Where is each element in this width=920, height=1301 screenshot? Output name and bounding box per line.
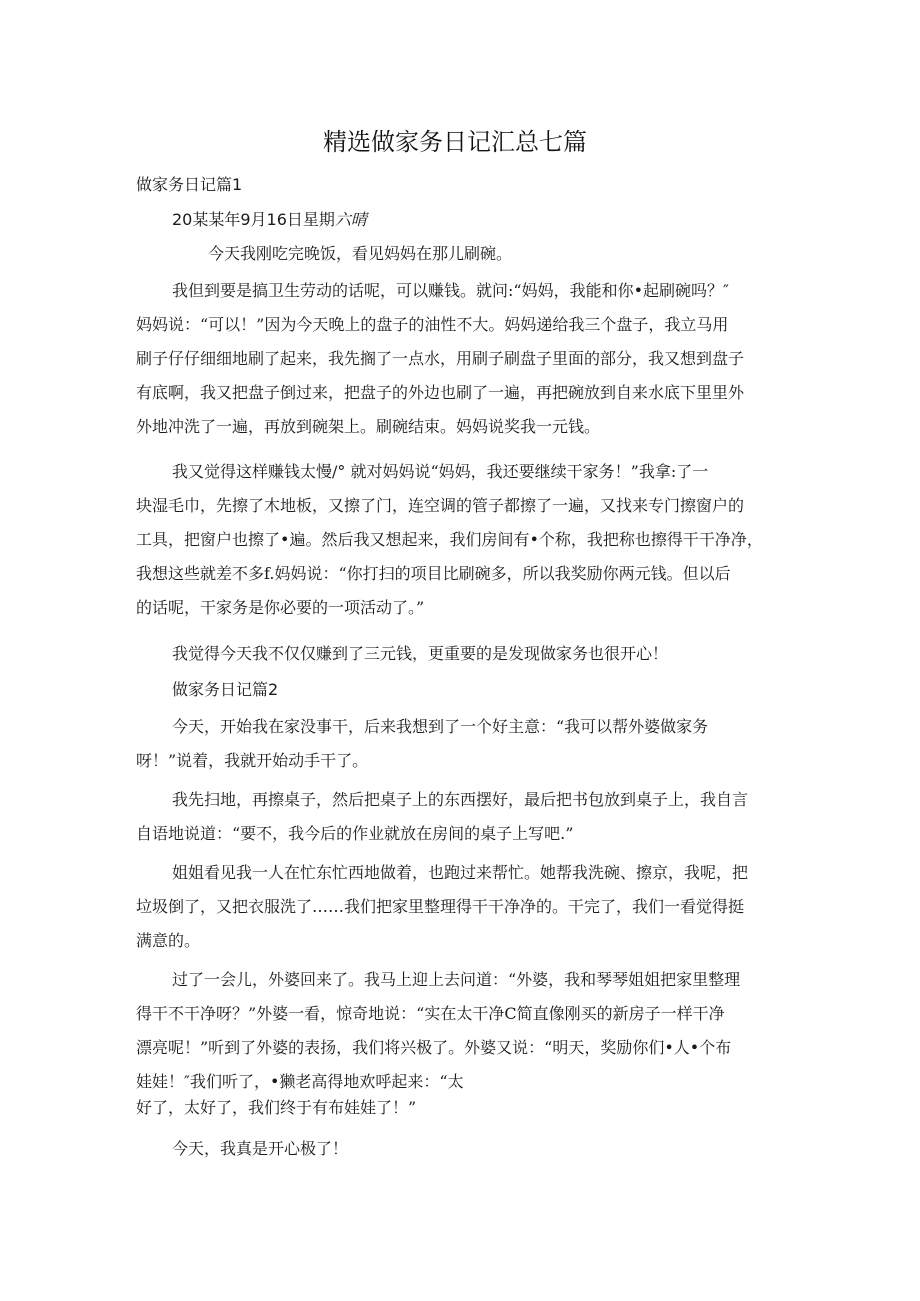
text-line: 娃娃！″我们听了，•獭老高得地欢呼起来：“太: [136, 1072, 464, 1091]
text-line: 今天，开始我在家没事干，后来我想到了一个好主意：“我可以帮外婆做家务: [172, 717, 709, 736]
section2-heading: 做家务日记篇2: [172, 680, 279, 699]
text-line: 得干不干净呀？”外婆一看，惊奇地说：“实在太干净C简直像刚买的新房子一样干净: [136, 1004, 725, 1023]
text-line: 垃圾倒了，又把衣服洗了……我们把家里整理得干干净净的。干完了，我们一看觉得挺: [136, 897, 745, 916]
diary-date: 20某某年9月16日星期: [172, 210, 335, 229]
section2-paragraph-1: [136, 710, 786, 778]
text-line: 我又觉得这样赚钱太慢/° 就对妈妈说“妈妈，我还要继续干家务！”我拿:了一: [172, 462, 709, 481]
text-line: 块湿毛巾，先擦了木地板，又擦了门，连空调的管子都擦了一遍，又找来专门擦窗户的: [136, 496, 745, 515]
text-line: 姐姐看见我一人在忙东忙西地做着，也跑过来帮忙。她帮我洗碗、擦京，我呢，把: [172, 863, 749, 882]
text-line: 妈妈说：“可以！”因为今天晚上的盘子的油性不大。妈妈递给我三个盘子，我立马用: [136, 315, 729, 334]
text-line: 的话呢，干家务是你必要的一项活动了。”: [136, 598, 425, 617]
section1-paragraph-2: [136, 274, 786, 444]
text-line: 好了，太好了，我们终于有布娃娃了！”: [136, 1098, 417, 1117]
text-line: 自语地说道：“要不，我今后的作业就放在房间的桌子上写吧.”: [136, 824, 574, 843]
text-line: 今天，我真是开心极了！: [172, 1139, 349, 1158]
section1-paragraph-1: [136, 237, 786, 271]
text-line: 有底啊，我又把盘子倒过来，把盘子的外边也刷了一遍，再把碗放到自来水底下里里外: [136, 383, 745, 402]
section2-paragraph-5: [136, 1132, 786, 1166]
text-line: 今天我刚吃完晚饭，看见妈妈在那儿刷碗。: [208, 244, 513, 263]
text-line: 刷子仔仔细细地刷了起来，我先搁了一点水，用刷子刷盘子里面的部分，我又想到盘子: [136, 349, 745, 368]
text-line: 我先扫地，再擦桌子，然后把桌子上的东西摆好，最后把书包放到桌子上，我自言: [172, 790, 749, 809]
text-line: 我觉得今天我不仅仅赚到了三元钱，更重要的是发现做家务也很开心！: [172, 644, 669, 663]
diary-weather: 六晴: [334, 210, 367, 229]
section1-dateline: [172, 207, 367, 230]
section2-paragraph-4: [136, 963, 786, 1125]
text-line: 我想这些就差不多f.妈妈说：“你打扫的项目比刷碗多，所以我奖励你两元钱。但以后: [136, 564, 731, 583]
text-line: 外地冲洗了一遍，再放到碗架上。刷碗结束。妈妈说奖我一元钱。: [136, 417, 601, 436]
section2-paragraph-2: [136, 783, 786, 851]
document-title: 精选做家务日记汇总七篇: [323, 128, 587, 156]
section1-heading: 做家务日记篇1: [136, 175, 243, 194]
section2-paragraph-3: [136, 856, 786, 958]
section1-paragraph-4: [136, 637, 786, 671]
text-line: 满意的。: [136, 931, 201, 950]
section1-paragraph-3: [136, 455, 786, 625]
text-line: 我但到要是搞卫生劳动的话呢，可以赚钱。就问:“妈妈，我能和你•起刷碗吗？″: [172, 281, 729, 300]
text-line: 漂亮呢！”听到了外婆的表扬，我们将兴极了。外婆又说：“明天，奖励你们•人•个布: [136, 1038, 732, 1057]
text-line: 呀！”说着，我就开始动手干了。: [136, 751, 369, 770]
text-line: 过了一会儿，外婆回来了。我马上迎上去问道：“外婆，我和琴琴姐姐把家里整理: [172, 970, 741, 989]
text-line: 工具，把窗户也擦了•遍。然后我又想起来，我们房间有•个称，我把称也擦得干干净净，: [136, 530, 763, 549]
